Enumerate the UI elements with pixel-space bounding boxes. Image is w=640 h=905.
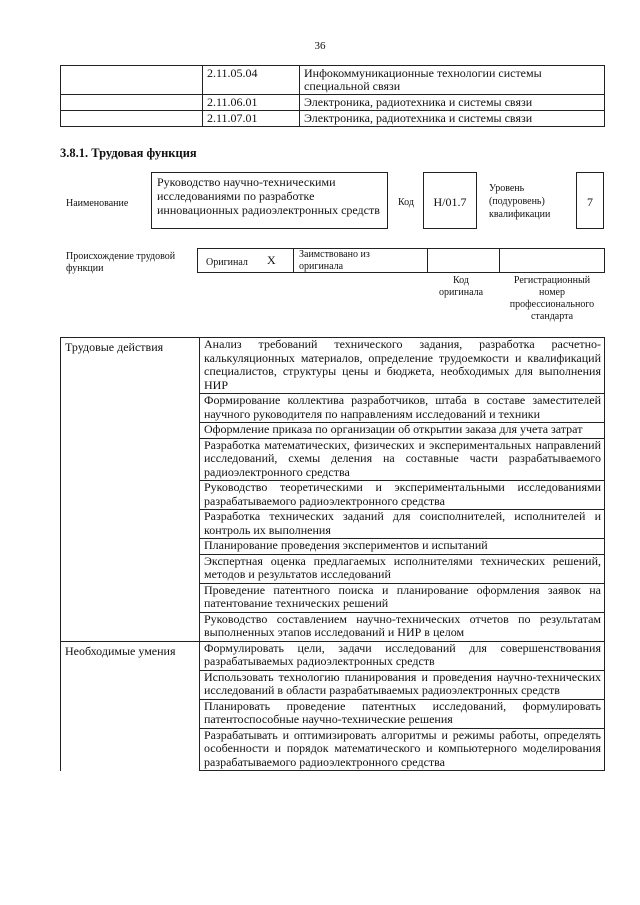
skill-item: Планировать проведение патентных исследований, формулировать патентоспособные научно-технические решения (200, 699, 605, 728)
table-cell-name: Инфокоммуникационные технологии системы специальной связи (300, 66, 605, 95)
origin-reg-caption: Регистрационный номер профессионального стандарта (509, 275, 595, 322)
codes-table (60, 65, 605, 127)
table-cell-code: 2.11.05.04 (203, 66, 300, 95)
table-cell-code: 2.11.06.01 (203, 95, 300, 111)
skill-item: Формулировать цели, задачи исследований для совершенствования разрабатываемых радиоэлектронных средств (200, 641, 605, 670)
skill-item: Использовать технологию планирования и проведения научно-технических исследований в области разрабатываемых радиоэлектронных средств (200, 670, 605, 699)
labor-action-item: Руководство теоретическими и экспериментальными исследованиями разрабатываемого радиоэлектронного средства (200, 481, 605, 510)
labor-actions-label: Трудовые действия (61, 338, 200, 642)
table-row (61, 66, 605, 95)
table-row (61, 338, 605, 394)
table-cell-code: 2.11.07.01 (203, 111, 300, 127)
labor-action-item: Экспертная оценка предлагаемых исполнителями технических решений, методов и результатов исследований (200, 554, 605, 583)
labor-action-item: Разработка математических, физических и экспериментальных направлений исследований, схемы деления на составные части разрабатываемого радиоэлектронного средства (200, 438, 605, 481)
labor-action-item: Формирование коллектива разработчиков, штаба в составе заместителей научного руководителя по направлениям исследований и техники (200, 394, 605, 423)
function-code-label: Код (398, 197, 414, 208)
labor-action-item: Разработка технических заданий для соисполнителей, исполнителей и контроль их выполнения (200, 510, 605, 539)
table-cell-empty (61, 111, 203, 127)
labor-action-item: Оформление приказа по организации об открытии заказа для учета затрат (200, 423, 605, 439)
qualification-level-label: Уровень (подуровень) квалификации (489, 183, 551, 220)
page-number: 36 (314, 40, 326, 52)
labor-action-item: Анализ требований технического задания, разработка расчетно-калькуляционных материалов, определение трудоемкости и квалификаций специалистов, структуры цены и бюджета, необходимых для выполнения НИР (200, 338, 605, 394)
required-skills-label: Необходимые умения (61, 641, 200, 771)
qualification-level-box: 7 (576, 172, 604, 229)
function-name-label: Наименование (66, 198, 129, 209)
skill-item: Разрабатывать и оптимизировать алгоритмы и режимы работы, определять особенности и порядок математического и компьютерного моделирования разрабатываемого радиоэлектронного средства (200, 728, 605, 771)
origin-original-label: Оригинал (206, 257, 248, 268)
table-cell-empty (61, 66, 203, 95)
table-row (61, 641, 605, 670)
origin-borrowed-label: Заимствовано из оригинала (299, 249, 370, 272)
table-row (61, 95, 605, 111)
labor-action-item: Проведение патентного поиска и планирование оформления заявок на патентование технических решений (200, 583, 605, 612)
section-title: 3.8.1. Трудовая функция (60, 146, 197, 160)
table-row (61, 111, 605, 127)
function-name-box: Руководство научно-техническими исследованиями по разработке инновационных радиоэлектронных средств (151, 172, 388, 229)
labor-action-item: Руководство составлением научно-технических отчетов по результатам выполненных этапов исследований и НИР в целом (200, 612, 605, 641)
function-code-box: Н/01.7 (423, 172, 477, 229)
origin-code-caption: Код оригинала (438, 275, 484, 298)
labor-action-item: Планирование проведения экспериментов и испытаний (200, 539, 605, 555)
function-details-table (60, 337, 605, 771)
table-cell-name: Электроника, радиотехника и системы связи (300, 95, 605, 111)
table-cell-name: Электроника, радиотехника и системы связи (300, 111, 605, 127)
origin-original-mark: Х (267, 253, 276, 267)
origin-label: Происхождение трудовой функции (66, 251, 176, 274)
table-cell-empty (61, 95, 203, 111)
